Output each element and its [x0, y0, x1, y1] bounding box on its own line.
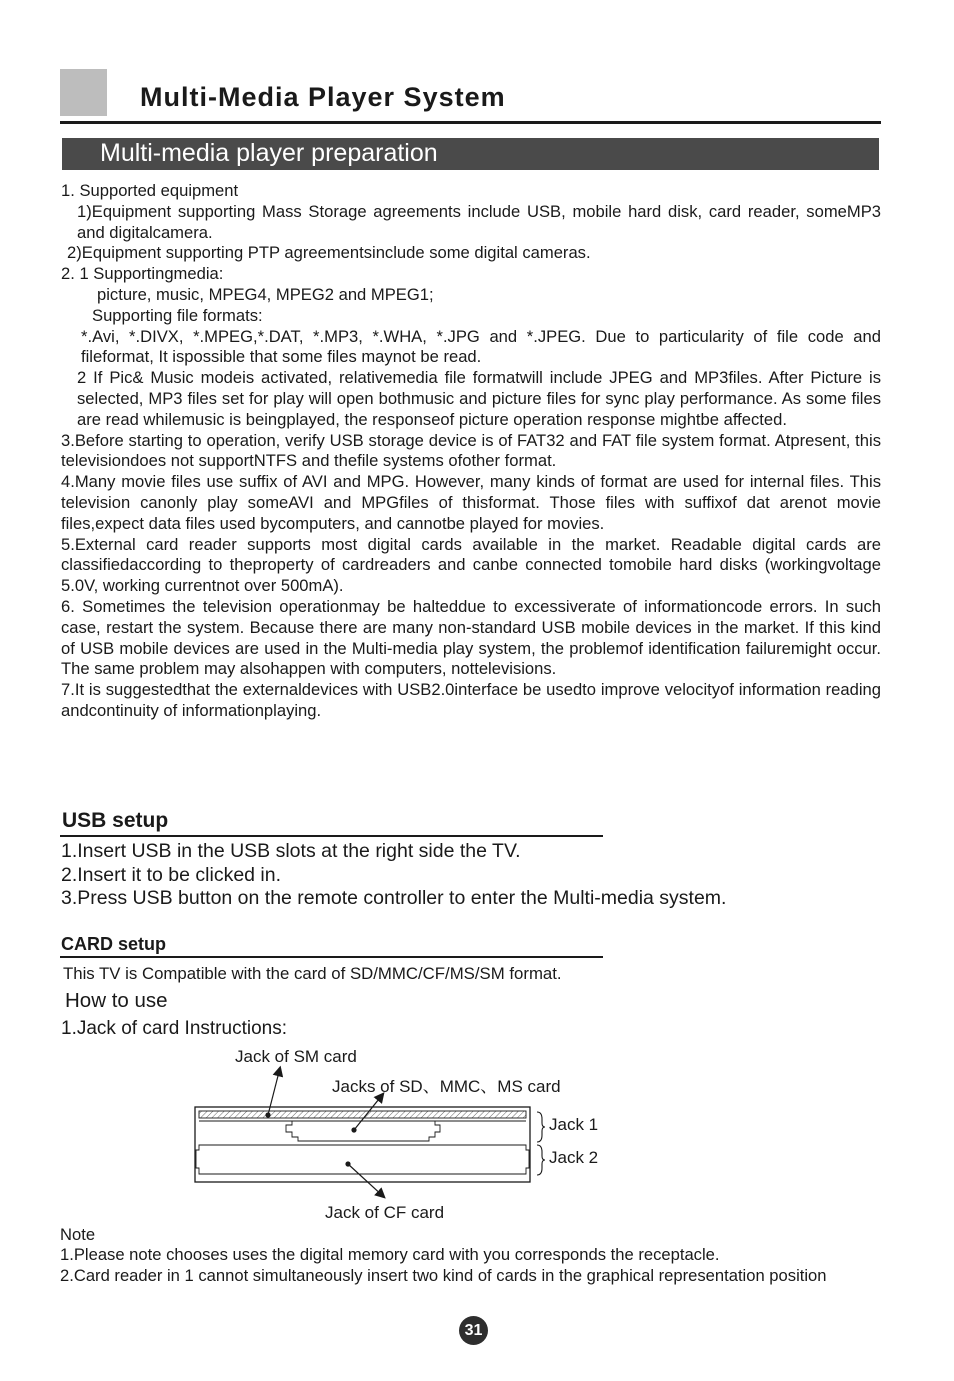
sm-slot	[199, 1111, 526, 1118]
sm-card-label: Jack of SM card	[235, 1047, 357, 1066]
paragraph: Supporting file formats:	[92, 305, 263, 325]
cf-slot	[196, 1145, 529, 1174]
section-title: Multi-media player preparation	[100, 139, 438, 167]
paragraph: picture, music, MPEG4, MPEG2 and MPEG1;	[97, 284, 434, 304]
card-reader-body	[195, 1107, 530, 1182]
paragraph: 3.Before starting to operation, verify USB storage device is of FAT32 and FAT file system format. Atpresent, this televisiondoes not supportNTFS and thefile systems ofother format.	[61, 430, 881, 471]
cf-card-label: Jack of CF card	[325, 1203, 445, 1222]
page-title: Multi-Media Player System	[140, 82, 506, 112]
paragraph: 1. Supported equipment	[61, 181, 239, 200]
paragraph: 5.External card reader supports most digital cards available in the market. Readable digital cards are classifiedaccording to theproperty of cardreaders and canbe connected tomobile hard disks (workingvoltage 5.0V, working currentnot over 500mA).	[61, 534, 881, 596]
sd-card-label: Jacks of SD、MMC、MS card	[332, 1077, 561, 1096]
jack-instructions-label: 1.Jack of card Instructions:	[61, 1018, 287, 1039]
card-compat-text: This TV is Compatible with the card of SD/MMC/CF/MS/SM format.	[63, 964, 562, 983]
card-setup-heading: CARD setup	[61, 934, 167, 954]
page-number-badge: 31	[459, 1316, 488, 1345]
paragraph: 2)Equipment supporting PTP agreementsinclude some digital cameras.	[67, 243, 591, 263]
jack1-brace	[537, 1112, 545, 1142]
paragraph: 4.Many movie files use suffix of AVI and MPG. However, many kinds of format are used for internal files. This television canonly play someAVI and MPGfiles of thisformat. Those files with suffixof dat arenot movie files,expect data files used bycomputers, and cannotbe played for movies.	[61, 472, 881, 533]
note-line: 2.Card reader in 1 cannot simultaneously insert two kind of cards in the graphical representation position	[60, 1265, 827, 1285]
paragraph: 7.It is suggestedthat the externaldevices with USB2.0interface be usedto improve velocityof information reading andcontinuity of informationplaying.	[61, 680, 881, 720]
jack2-brace	[537, 1145, 545, 1175]
note-title: Note	[60, 1225, 96, 1244]
paragraph: 2. 1 Supportingmedia:	[61, 264, 224, 284]
usb-step: 3.Press USB button on the remote controller to enter the Multi-media system.	[61, 887, 727, 909]
usb-step: 2.Insert it to be clicked in.	[61, 863, 282, 886]
jack1-label: Jack 1	[549, 1115, 599, 1134]
paragraph: 2 If Pic& Music modeis activated, relativemedia file formatwill include JPEG and MP3files. After Picture is selected, MP3 files set for play will open bothmusic and picture files for sync play performance. As some files are read whilemusic is beingplayed, the responseof picture operation response mightbe affected.	[77, 368, 881, 429]
how-to-use-label: How to use	[65, 989, 168, 1012]
usb-setup-heading: USB setup	[62, 809, 169, 832]
usb-step: 1.Insert USB in the USB slots at the right side the TV.	[61, 840, 521, 862]
jack2-label: Jack 2	[549, 1148, 599, 1167]
note-line: 1.Please note chooses uses the digital memory card with you corresponds the receptacle.	[60, 1245, 720, 1265]
note-block	[60, 1225, 910, 1286]
paragraph: 1)Equipment supporting Mass Storage agreements include USB, mobile hard disk, card reader, someMP3 and digitalcamera.	[77, 201, 881, 242]
paragraph: 6. Sometimes the television operationmay be halteddue to excessiverate of informationcode errors. In such case, restart the system. Because there are many non-standard USB mobile devices in the market. If this kind of USB mobile devices are used in the Multi-media play system, the problemof identification failuremight occur. The same problem may alsohappen with computers, nottelevisions.	[61, 596, 881, 679]
paragraph: *.Avi, *.DIVX, *.MPEG,*.DAT, *.MP3, *.WHA, *.JPG and *.JPEG. Due to particularity of file code and fileformat, It ispossible that some files maynot be read.	[81, 326, 881, 367]
